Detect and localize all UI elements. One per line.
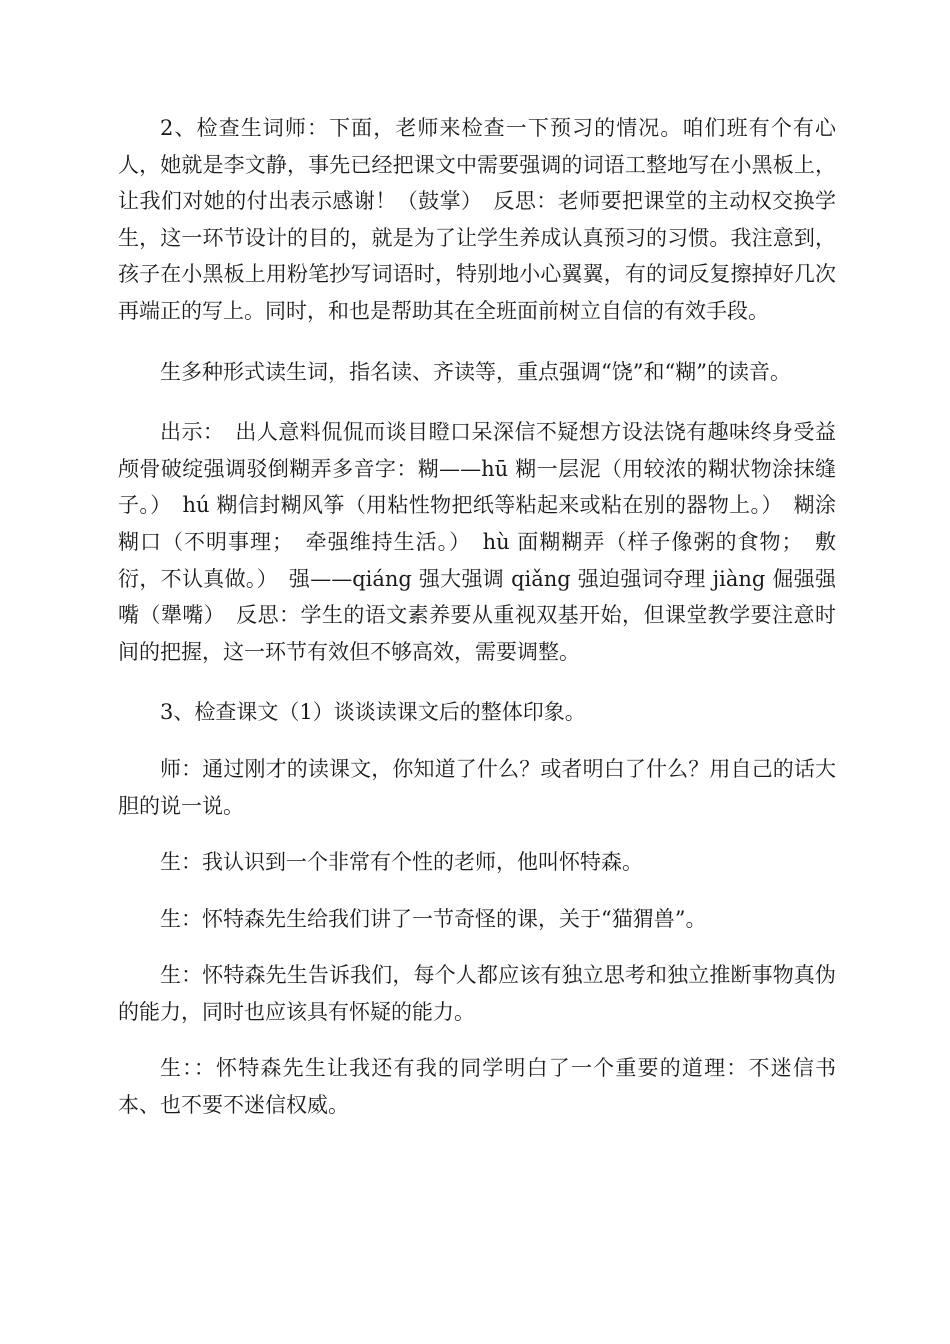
paragraph-check-text: 3、检查课文（1）谈谈读课文后的整体印象。	[160, 700, 586, 725]
paragraph-student-answer-4: 生：：怀特森先生让我还有我的同学明白了一个重要的道理：不迷信书本、也不要不迷信权威。	[118, 1056, 836, 1118]
paragraph-show-words: 出示： 出人意料侃侃而谈目瞪口呆深信不疑想方设法饶有趣味终身受益颅骨破绽强调驳倒糊弄多音字：糊——hū 糊一层泥（用较浓的糊状物涂抹缝子。） hú 糊信封糊风筝（用粘性物把纸等粘起来或粘在别的器物上。） 糊涂糊口（不明事理； 牵强维持生活。） hù 面糊糊弄（样子像粥的食物； 敷衍，不认真做。） 强——qiáng 强大强调 qiǎng 强迫强词夺理 jiàng 倔强强嘴（犟嘴） 反思：学生的语文素养要从重视双基开始，但课堂教学要注意时间的把握，这一环节有效但不够高效，需要调整。	[118, 420, 836, 664]
document-body	[118, 110, 836, 1144]
paragraph-student-answer-2: 生：怀特森先生给我们讲了一节奇怪的课，关于“猫猬兽”。	[160, 906, 707, 931]
paragraph-student-answer-3: 生：怀特森先生告诉我们，每个人都应该有独立思考和独立推断事物真伪的能力，同时也应该具有怀疑的能力。	[118, 963, 836, 1024]
paragraph-check-vocabulary: 2、检查生词师：下面，老师来检查一下预习的情况。咱们班有个有心人，她就是李文静，事先已经把课文中需要强调的词语工整地写在小黑板上，让我们对她的付出表示感谢！（鼓掌） 反思：老师要把课堂的主动权交换学生，这一环节设计的目的，就是为了让学生养成认真预习的习惯。我注意到，孩子在小黑板上用粉笔抄写词语时，特别地小心翼翼，有的词反复擦掉好几次再端正的写上。同时，和也是帮助其在全班面前树立自信的有效手段。	[118, 116, 836, 323]
paragraph-teacher-question: 师：通过刚才的读课文，你知道了什么？或者明白了什么？用自己的话大胆的说一说。	[118, 756, 836, 818]
paragraph-student-answer-1: 生：我认识到一个非常有个性的老师，他叫怀特森。	[160, 850, 643, 875]
paragraph-read-vocabulary: 生多种形式读生词，指名读、齐读等，重点强调“饶”和“糊”的读音。	[160, 359, 791, 384]
